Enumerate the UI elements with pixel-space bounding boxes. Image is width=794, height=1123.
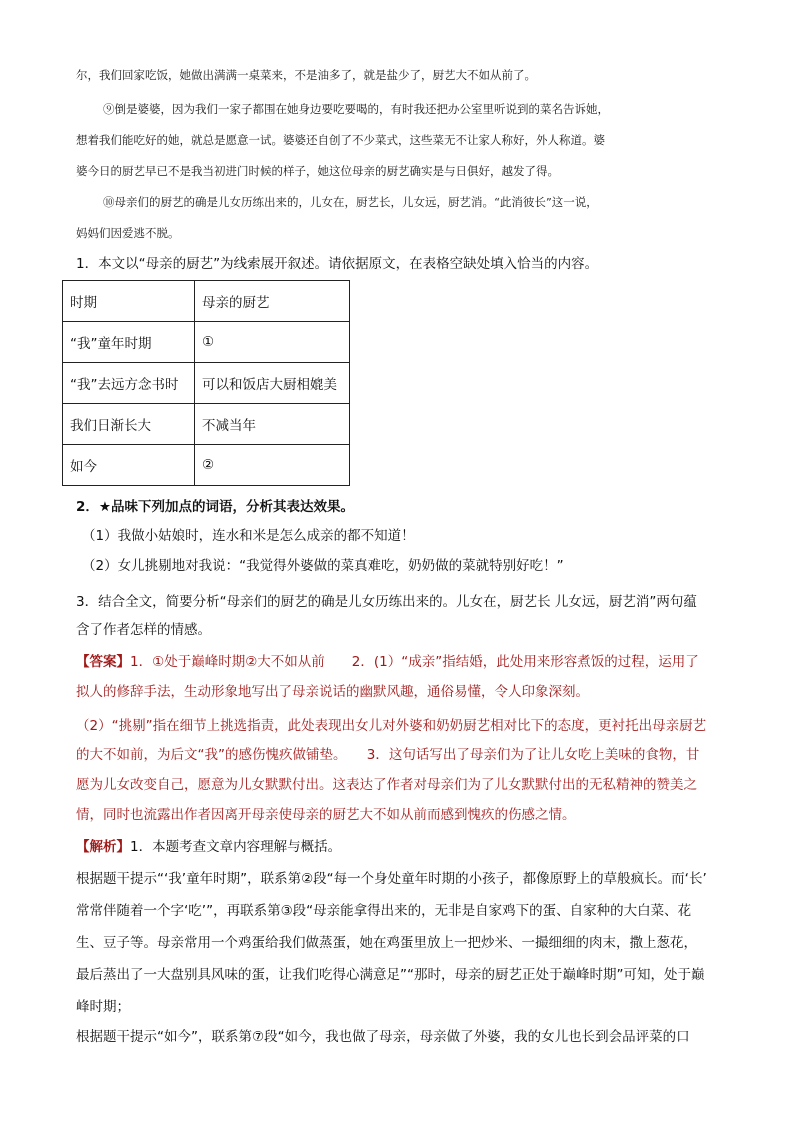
passage-continuation: 尔，我们回家吃饭，她做出满满一桌菜来，不是油多了，就是盐少了，厨艺大不如从前了。 (76, 68, 536, 82)
analysis-line-7: 根据题干提示“如今”，联系第⑦段“如今，我也做了母亲，母亲做了外婆，我的女儿也长到会品评菜的口 (76, 1029, 690, 1045)
question-3-line-1: 3．结合全文，简要分析“母亲们的厨艺的确是儿女历练出来的。儿女在，厨艺长 儿女远，厨艺消”两句蕴 (76, 594, 697, 610)
table-row (63, 322, 350, 363)
period-cooking-table (62, 280, 350, 486)
table-row (63, 281, 350, 322)
analysis-line-6: 峰时期； (76, 999, 130, 1015)
question-2-sentence-1: （1）我做小姑娘时，连水和米是怎么成亲的都不知道！ (82, 528, 415, 544)
answer-tag: 【答案】 (76, 654, 130, 670)
paragraph-9-line-1: ⑨倒是婆婆，因为我们一家子都围在她身边要吃要喝的，有时我还把办公室里听说到的菜名告诉她， (103, 102, 609, 116)
paragraph-10-line-2: 妈妈们因爱逃不脱。 (76, 226, 180, 240)
question-2-sentence-2: （2）女儿挑剔地对我说：“我觉得外婆做的菜真难吃，奶奶做的菜就特别好吃！” (82, 558, 564, 574)
table-cell: 时期 (63, 281, 195, 322)
table-cell: 不减当年 (195, 404, 350, 445)
answer-line-4: 的大不如前，为后文“我”的感伤愧疚做铺垫。 3．这句话写出了母亲们为了让儿女吃上美味的食物，甘 (76, 747, 700, 763)
analysis-line-2: 根据题干提示“‘我’童年时期”，联系第②段“每一个身处童年时期的小孩子，都像原野上的草般疯长。而‘长’ (76, 871, 707, 887)
answer-line-3: （2）“挑剔”指在细节上挑选指责，此处表现出女儿对外婆和奶奶厨艺相对比下的态度，更衬托出母亲厨艺 (76, 718, 707, 734)
analysis-line-4: 生、豆子等。母亲常用一个鸡蛋给我们做蒸蛋，她在鸡蛋里放上一把炒米、一撮细细的肉末，撒上葱花， (76, 935, 697, 951)
table-cell: “我”去远方念书时 (63, 363, 195, 404)
answer-line-1: 【答案】1．①处于巅峰时期②大不如从前 2．(1）“成亲”指结婚，此处用来形容煮饭的过程，运用了 (76, 654, 699, 670)
paragraph-10-line-1: ⑩母亲们的厨艺的确是儿女历练出来的，儿女在，厨艺长，儿女远，厨艺消。“此消彼长”这一说， (103, 195, 598, 209)
question-1-text: 1．本文以“母亲的厨艺”为线索展开叙述。请依据原文，在表格空缺处填入恰当的内容。 (76, 256, 599, 272)
answer-line-5: 愿为儿女改变自己，愿意为儿女默默付出。这表达了作者对母亲们为了儿女默默付出的无私精神的赞美之 (76, 777, 697, 793)
table-row (63, 445, 350, 486)
table-row (63, 363, 350, 404)
table-row (63, 404, 350, 445)
table-cell: 如今 (63, 445, 195, 486)
analysis-line-1: 【解析】1．本题考查文章内容理解与概括。 (76, 839, 342, 855)
analysis-line-5: 最后蒸出了一大盘别具风味的蛋，让我们吃得心满意足”“那时，母亲的厨艺正处于巅峰时期”可知，处于巅 (76, 967, 705, 983)
table-cell: ① (195, 322, 350, 363)
paragraph-9-line-2: 想着我们能吃好的她，就总是愿意一试。婆婆还自创了不少菜式，这些菜无不让家人称好，外人称道。婆 (76, 133, 605, 147)
question-3-line-2: 含了作者怎样的情感。 (76, 622, 211, 638)
table-cell: 我们日渐长大 (63, 404, 195, 445)
answer-line-6: 情，同时也流露出作者因离开母亲使母亲的厨艺大不如从前而感到愧疚的伤感之情。 (76, 807, 576, 823)
table-cell: “我”童年时期 (63, 322, 195, 363)
table-cell: ② (195, 445, 350, 486)
analysis-tag: 【解析】 (76, 839, 130, 855)
table-cell: 母亲的厨艺 (195, 281, 350, 322)
question-2-title: 2．★品味下列加点的词语，分析其表达效果。 (76, 499, 354, 515)
paragraph-9-line-3: 婆今日的厨艺早已不是我当初进门时候的样子，她这位母亲的厨艺确实是与日俱好，越发了得。 (76, 164, 559, 178)
analysis-line-3: 常常伴随着一个字‘吃’”，再联系第③段“母亲能拿得出来的，无非是自家鸡下的蛋、自家种的大白菜、花 (76, 903, 692, 919)
table-cell: 可以和饭店大厨相媲美 (195, 363, 350, 404)
answer-line-2: 拟人的修辞手法，生动形象地写出了母亲说话的幽默风趣，通俗易懂，令人印象深刻。 (76, 684, 589, 700)
